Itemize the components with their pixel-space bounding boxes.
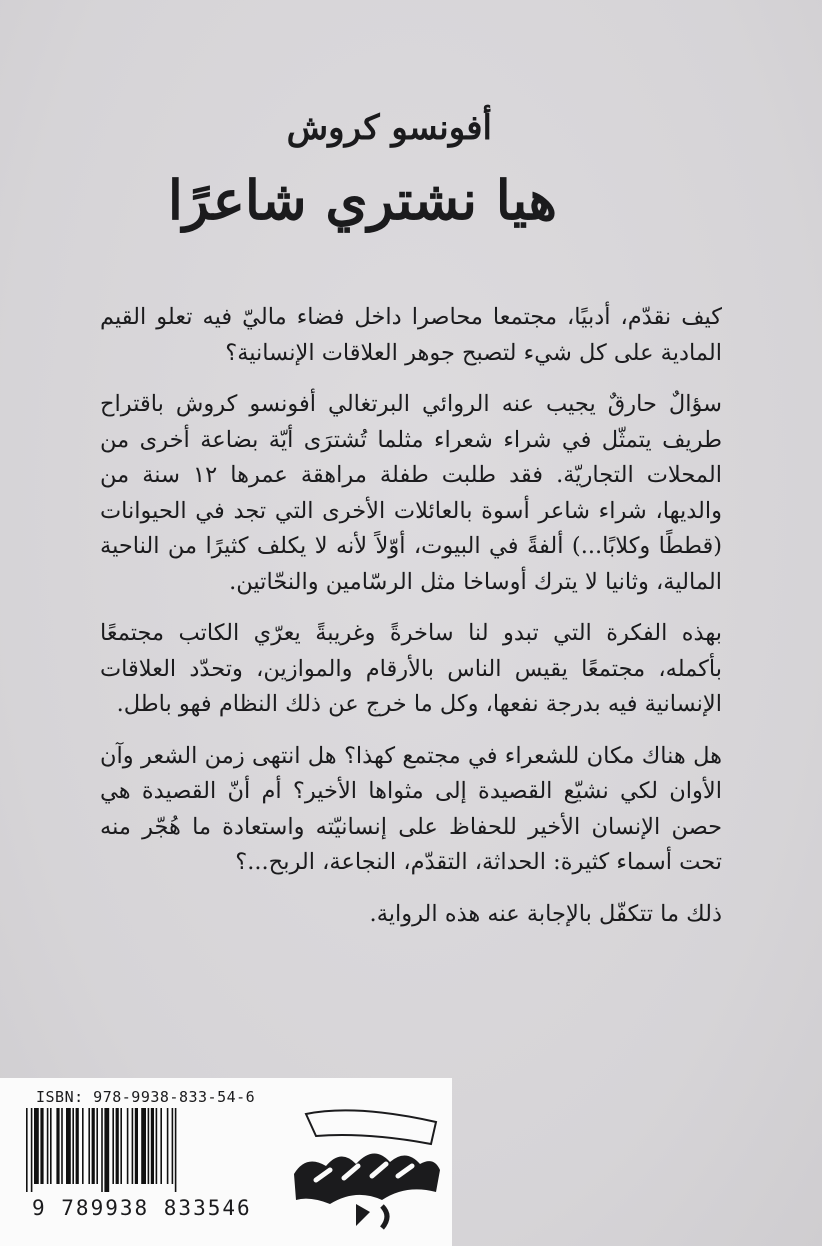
publisher-logo-icon <box>286 1104 446 1234</box>
synopsis <box>100 300 722 948</box>
synopsis-paragraph: هل هناك مكان للشعراء في مجتمع كهذا؟ هل انتهى زمن الشعر وآن الأوان لكي نشيّع القصيدة إلى مثواها الأخير؟ أم أنّ القصيدة هي حصن الإنسان الأخير للحفاظ على إنسانيّته واستعادة ما هُجّر منه تحت أسماء كثيرة: الحداثة، التقدّم، النجاعة، الربح...؟ <box>100 742 722 875</box>
synopsis-paragraph: ذلك ما تتكفّل بالإجابة عنه هذه الرواية. <box>369 900 722 927</box>
synopsis-paragraph: بهذه الفكرة التي تبدو لنا ساخرةً وغريبةً يعرّي الكاتب مجتمعًا بأكمله، مجتمعًا يقيس الناس بالأرقام والموازين، وتحدّد العلاقات الإنسانية فيه بدرجة نفعها، وكل ما خرج عن ذلك النظام فهو باطل. <box>100 620 722 717</box>
isbn-label: ISBN: 978-9938-833-54-6 <box>36 1088 256 1106</box>
book-title: هيا نشتري شاعرًا <box>167 168 557 232</box>
synopsis-paragraph: كيف نقدّم، أدبيًا، مجتمعا محاصرا داخل فضاء ماليّ فيه تعلو القيم المادية على كل شيء لتصبح جوهر العلاقات الإنسانية؟ <box>100 304 722 366</box>
barcode-digits: 9 789938 833546 <box>32 1196 252 1220</box>
barcode-icon <box>20 1108 270 1192</box>
author-name: أفونسو كروش <box>286 108 492 148</box>
synopsis-paragraph: سؤالٌ حارقٌ يجيب عنه الروائي البرتغالي أفونسو كروش باقتراح طريف يتمثّل في شراء شعراء مثلما تُشترَى أيّة بضاعة أخرى من المحلات التجاريّة. فقد طلبت طفلة مراهقة عمرها ١٢ سنة من والديها، شراء شاعر أسوة بالعائلات الأخرى التي تجد في الحيوانات (قططًا وكلابًا...) ألفةً في البيوت، أوّلاً لأنه لا يكلف كثيرًا من الناحية المالية، وثانيا لا يترك أوساخا مثل الرسّامين والنحّاتين. <box>100 391 722 595</box>
